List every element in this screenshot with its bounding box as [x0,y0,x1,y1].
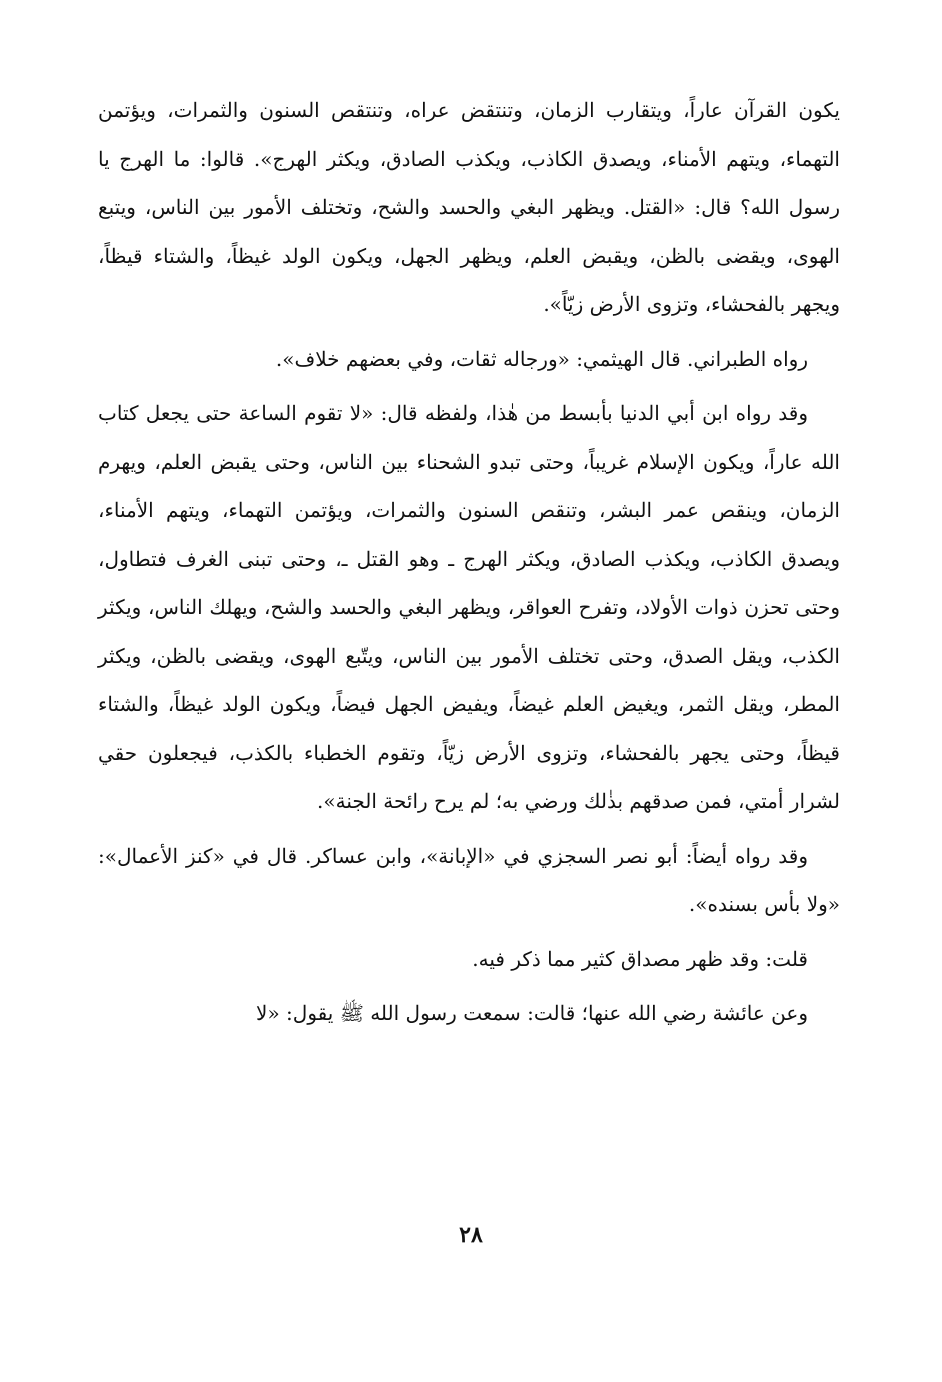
paragraph-sijzi: وقد رواه أيضاً: أبو نصر السجزي في «الإبانة»، وابن عساكر. قال في «كنز الأعمال»: «ولا بأس بسنده». [98,843,840,916]
paragraph-qultu: قلت: وقد ظهر مصداق كثير مما ذكر فيه. [472,946,808,971]
paragraph-aisha: وعن عائشة رضي الله عنها؛ قالت: سمعت رسول الله ﷺ يقول: «لا [256,1001,808,1025]
paragraph-tabarani: رواه الطبراني. قال الهيثمي: «ورجاله ثقات، وفي بعضهم خلاف». [275,346,808,371]
page-body [98,86,840,1038]
paragraph-ibn-abi-dunya: وقد رواه ابن أبي الدنيا بأبسط من هٰذا، ولفظه قال: «لا تقوم الساعة حتى يجعل كتاب الله عاراً، ويكون الإسلام غريباً، وحتى تبدو الشحناء بين الناس، وحتى يقبض العلم، ويهرم الزمان، وينقص عمر البشر، وتنقص السنون والثمرات، ويؤتمن التهماء، ويتهم الأمناء، ويصدق الكاذب، ويكذب الصادق، ويكثر الهرج ـ وهو القتل ـ، وحتى تبنى الغرف فتطاول، وحتى تحزن ذوات الأولاد، وتفرح العواقر، ويظهر البغي والحسد والشح، ويهلك الناس، ويكثر الكذب، ويقل الصدق، وحتى تختلف الأمور بين الناس، ويتّبع الهوى، ويقضى بالظن، ويكثر المطر، ويقل الثمر، ويغيض العلم غيضاً، ويفيض الجهل فيضاً، ويكون الولد غيظاً، والشتاء قيظاً، وحتى يجهر بالفحشاء، وتزوى الأرض زيّاً، وتقوم الخطباء بالكذب، فيجعلون حقي لشرار أمتي، فمن صدقهم بذٰلك ورضي به؛ لم يرح رائحة الجنة». [98,401,840,813]
paragraph-hadith-continuation: يكون القرآن عاراً، ويتقارب الزمان، وتنتقض عراه، وتنتقص السنون والثمرات، ويؤتمن التهماء، ويتهم الأمناء، ويصدق الكاذب، ويكذب الصادق، ويكثر الهرج». قالوا: ما الهرج يا رسول الله؟ قال: «القتل. ويظهر البغي والحسد والشح، وتختلف الأمور بين الناس، ويتبع الهوى، ويقضى بالظن، ويقبض العلم، ويظهر الجهل، ويكون الولد غيظاً، والشتاء قيظاً، ويجهر بالفحشاء، وتزوى الأرض زيّاً». [98,98,840,316]
page-number: ٢٨ [459,1222,483,1248]
